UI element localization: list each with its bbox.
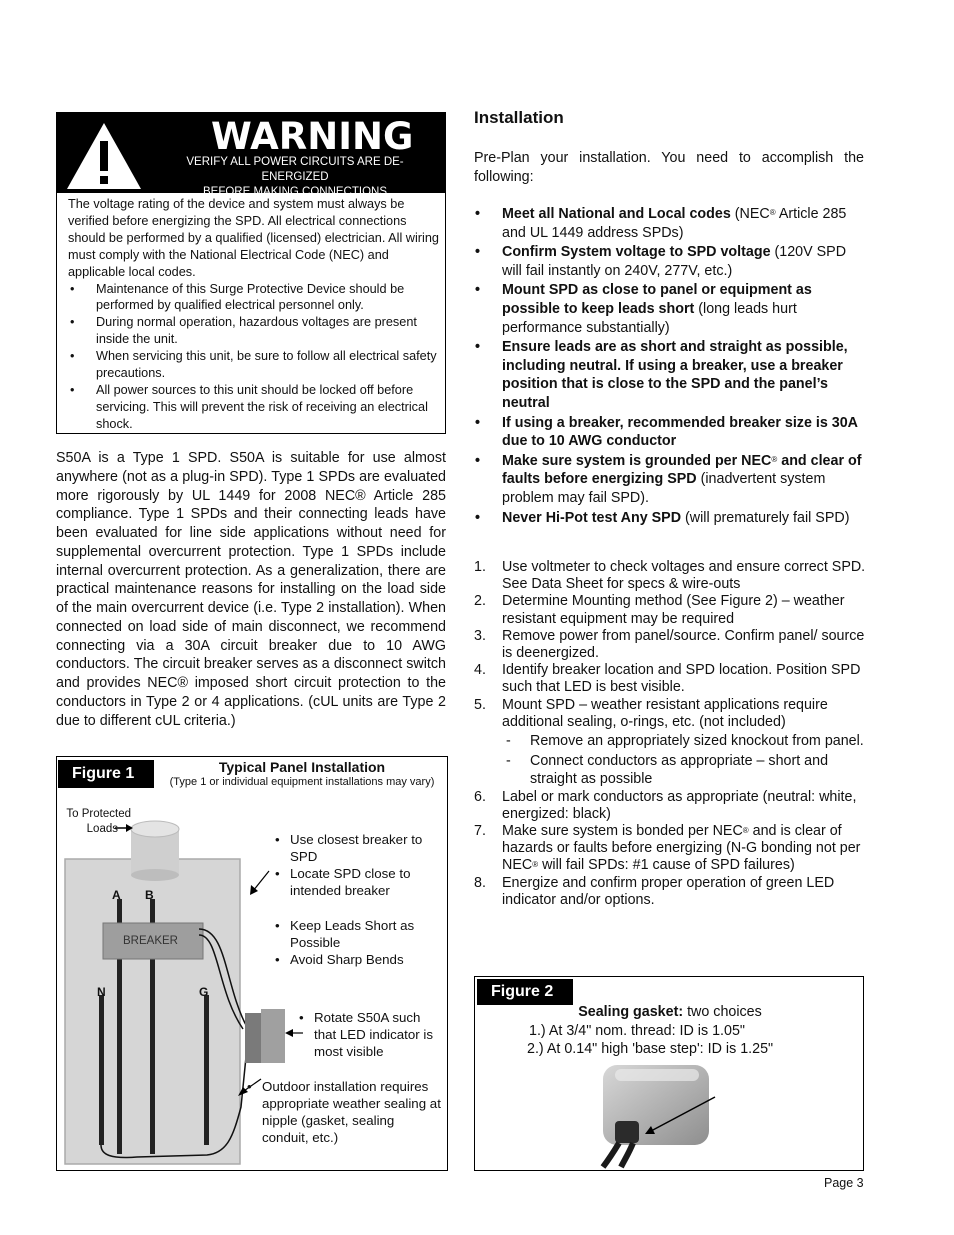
spd-gasket-photo — [593, 1061, 723, 1169]
warning-bullet: • Maintenance of this Surge Protective Device should be performed by qualified electrical personnel only. — [68, 281, 440, 315]
outdoor-note — [247, 1078, 443, 1146]
step-item: 2. Determine Mounting method (See Figure 2) – weather resistant equipment may be required — [474, 593, 845, 627]
note-closest-breaker: • Use closest breaker to SPD — [275, 831, 445, 865]
requirement-item: • Mount SPD as close to panel or equipment as possible to keep leads short (long leads hurt performance substantially) — [474, 281, 866, 337]
requirement-item: • Meet all National and Local codes (NEC® Article 285 and UL 1449 address SPDs) — [474, 205, 866, 242]
note-sharp-bends: • Avoid Sharp Bends — [275, 951, 445, 968]
warning-subtitle — [153, 155, 437, 200]
warning-header — [57, 113, 445, 198]
step-item: 8. Energize and confirm proper operation of green LED indicator and/or options. — [474, 874, 835, 908]
intro-paragraph: S50A is a Type 1 SPD. S50A is suitable for use almost anywhere (not as a plug-in SPD). Type 1 SPDs are evaluated more rigorously by UL 1449 for 2008 NEC® Article 285 compliance. Type 1 SPDs and their connecting leads have been evaluated for line side applications without need for supplemental overcurrent protection. Type 1 SPDs include internal overcurrent protection. As a generalization, there are practical maintenance reasons for installing on the load side of the main overcurrent device (i.e. Type 2 installation). When connected on load side of main disconnect, we recommend connecting via a 30A circuit breaker due to 10 AWG conductors. The circuit breaker serves as a disconnect switch and provides NEC® imposed short circuit protection to the conductors in Type 2 or 4 applications. (cUL units are Type 2 due to different cUL criteria.) — [56, 450, 446, 729]
rotate-note — [299, 1009, 445, 1060]
figure-1 — [56, 756, 448, 1171]
to-protected-line-1: To Protected — [66, 808, 131, 820]
preplan-paragraph: Pre-Plan your installation. You need to accomplish the following: — [474, 150, 864, 185]
breaker-label: BREAKER — [123, 935, 178, 947]
note-locate-spd: • Locate SPD close to intended breaker — [275, 865, 445, 899]
warning-bullet-list — [68, 281, 440, 433]
note-short-leads: • Keep Leads Short as Possible — [275, 917, 445, 951]
ground-bar — [204, 995, 209, 1145]
requirement-item: • If using a breaker, recommended breaker size is 30A due to 10 AWG conductor — [474, 414, 866, 451]
requirement-item: • Make sure system is grounded per NEC® and clear of faults before energizing SPD (inadvertent system problem may fail SPD). — [474, 452, 866, 508]
step-item: 7. Make sure system is bonded per NEC® and is clear of hazards or faults before energizing (N-G bonding not per NEC® will fail SPDs: #1 cause of SPD failures) — [474, 822, 861, 874]
warning-bullet: • All power sources to this unit should be locked off before servicing. This will prevent the risk of receiving an electrical shock. — [68, 382, 440, 433]
label-g: G — [199, 985, 209, 999]
warning-triangle-icon — [65, 121, 143, 191]
warning-subtitle-line-1: VERIFY ALL POWER CIRCUITS ARE DE-ENERGIZED — [186, 156, 404, 183]
figure-2-title: Sealing gasket: two choices — [578, 1004, 762, 1020]
requirement-item: • Confirm System voltage to SPD voltage (120V SPD will fail instantly on 240V, 277V, etc.) — [474, 243, 866, 280]
step-item: 3. Remove power from panel/source. Confirm panel/ source is deenergized. — [474, 627, 865, 662]
warning-bullet: • When servicing this unit, be sure to follow all electrical safety precautions. — [68, 348, 440, 382]
step-item: 5. Mount SPD – weather resistant applications require additional sealing, o-rings, etc. (not included) — [474, 696, 828, 730]
figure-2-line-2: 2.) At 0.14" high 'base step': ID is 1.25" — [527, 1041, 774, 1057]
lead-notes — [275, 917, 445, 968]
label-n: N — [97, 985, 106, 999]
figure-2-tag: Figure 2 — [477, 979, 573, 1005]
figure-1-subtitle: (Type 1 or individual equipment installations may vary) — [169, 776, 435, 788]
warning-body — [68, 196, 440, 433]
step-item: 4. Identify breaker location and SPD location. Position SPD such that LED is best visible. — [474, 662, 861, 696]
substep-item: - Remove an appropriately sized knockout from panel. — [474, 732, 866, 751]
warning-bullet: • During normal operation, hazardous voltages are present inside the unit. — [68, 314, 440, 348]
to-protected-line-2: Loads — [86, 822, 118, 835]
neutral-bar — [99, 995, 104, 1145]
requirement-item: • Never Hi-Pot test Any SPD (will prematurely fail SPD) — [474, 509, 866, 528]
figure-2 — [474, 976, 864, 1171]
note-outdoor: • Outdoor installation requires appropriate weather sealing at nipple (gasket, sealing conduit, etc.) — [247, 1078, 443, 1146]
warning-box — [56, 112, 446, 434]
page-number: Page 3 — [824, 1176, 864, 1190]
figure-1-tag: Figure 1 — [58, 760, 154, 788]
label-a: A — [112, 888, 121, 902]
warning-subtitle-line-2: BEFORE MAKING CONNECTIONS — [202, 186, 388, 198]
substep-item: - Connect conductors as appropriate – short and straight as possible — [474, 752, 866, 789]
installation-heading: Installation — [474, 108, 564, 127]
figure-2-line-1: 1.) At 3/4" nom. thread: ID is 1.05" — [529, 1023, 745, 1039]
warning-text: The voltage rating of the device and system must always be verified before energizing the SPD. All electrical connections should be performed by a qualified (licensed) electrician. All wiring must comply with the National Electrical Code (NEC) and applicable local codes. — [68, 197, 439, 279]
requirement-item: • Ensure leads are as short and straight as possible, including neutral. If using a breaker, use a breaker position that is close to the SPD and the panel’s neutral — [474, 338, 866, 412]
steps-list — [474, 559, 866, 909]
note-rotate: • Rotate S50A such that LED indicator is most visible — [299, 1009, 445, 1060]
breaker-notes — [275, 831, 445, 899]
figure-1-title: Typical Panel Installation — [218, 759, 386, 775]
to-protected-loads-label — [61, 807, 131, 836]
step-item: 1. Use voltmeter to check voltages and ensure correct SPD. See Data Sheet for specs & wire-outs — [474, 559, 866, 593]
requirements-list — [474, 205, 866, 527]
warning-title: WARNING — [211, 115, 414, 158]
step-item: 6. Label or mark conductors as appropriate (neutral: white, energized: black) — [474, 788, 857, 822]
label-b: B — [145, 888, 154, 902]
